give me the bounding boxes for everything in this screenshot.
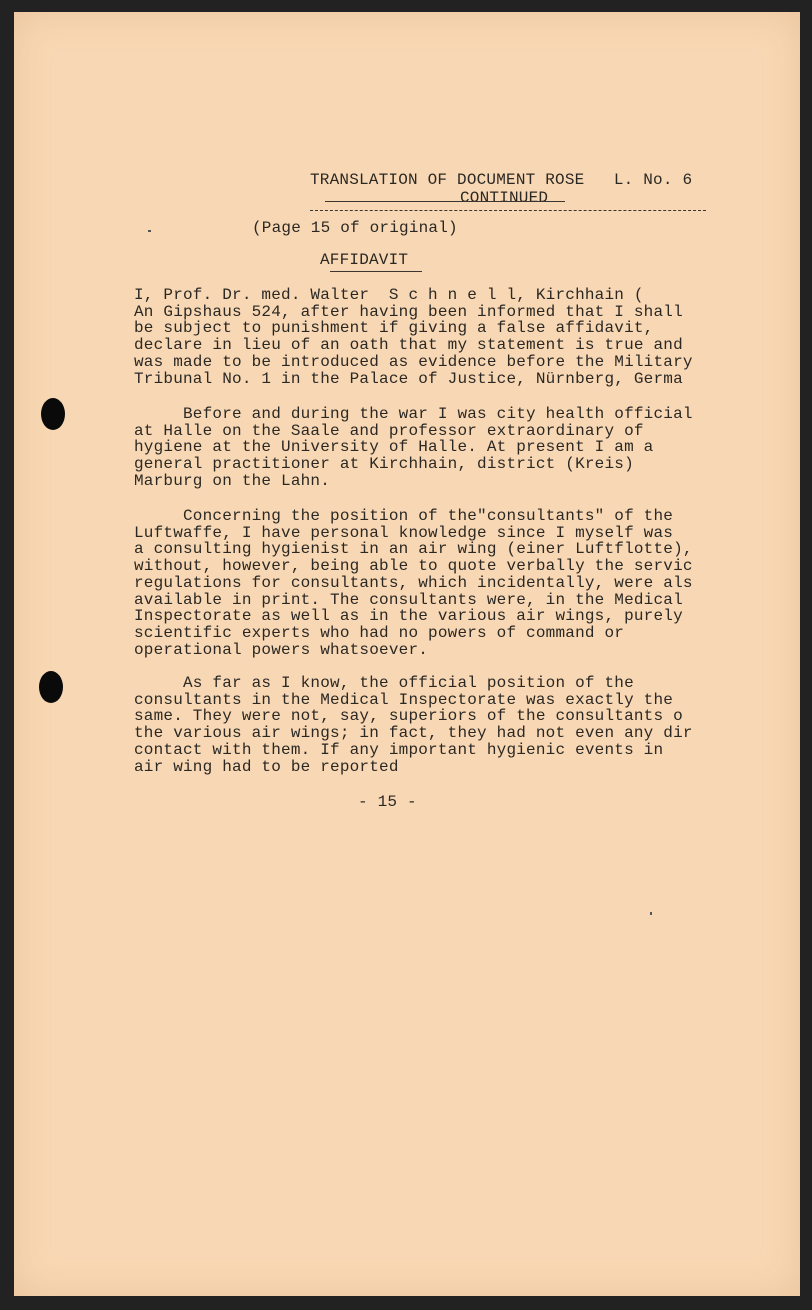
- paragraph-line: general practitioner at Kirchhain, district (Kreis): [134, 455, 634, 474]
- document-header-continued: CONTINUED: [460, 189, 549, 207]
- paragraph-line: Tribunal No. 1 in the Palace of Justice, Nürnberg, Germa: [134, 369, 683, 388]
- paragraph-line: declare in lieu of an oath that my statement is true and: [134, 336, 683, 355]
- paragraph-line: I, Prof. Dr. med. Walter S c h n e l l, Kirchhain (: [134, 286, 644, 304]
- paragraph-line: Concerning the position of the"consultants" of the: [134, 507, 674, 525]
- paragraph-line: air wing had to be reported: [134, 757, 399, 776]
- paragraph-line: the various air wings; in fact, they had not even any dir: [134, 724, 693, 743]
- paragraph-consultants: [134, 508, 693, 658]
- paragraph-line: Marburg on the Lahn.: [134, 471, 331, 490]
- paragraph-line: As far as I know, the official position of the: [134, 674, 634, 692]
- punch-hole-bottom: [39, 671, 63, 703]
- paragraph-line: Luftwaffe, I have personal knowledge since I myself was: [134, 523, 674, 542]
- affidavit-title: AFFIDAVIT: [320, 251, 409, 269]
- paragraph-line: scientific experts who had no powers of command or: [134, 623, 625, 642]
- header-dashed-rule: [310, 210, 706, 211]
- paragraph-line: An Gipshaus 524, after having been informed that I shall: [134, 302, 683, 321]
- document-header: TRANSLATION OF DOCUMENT ROSE L. No. 6: [310, 171, 693, 189]
- paragraph-line: without, however, being able to quote verbally the servic: [134, 557, 693, 576]
- paragraph-line: consultants in the Medical Inspectorate was exactly the: [134, 690, 674, 709]
- punch-hole-top: [41, 398, 65, 430]
- paragraph-inspectorate: [134, 675, 693, 775]
- paragraph-line: operational powers whatsoever.: [134, 640, 429, 659]
- paragraph-line: same. They were not, say, superiors of the consultants o: [134, 707, 683, 726]
- paragraph-line: Before and during the war I was city health official: [134, 405, 693, 423]
- paragraph-declaration: [134, 287, 693, 387]
- paper-speck: [650, 912, 652, 915]
- paragraph-line: contact with them. If any important hygienic events in: [134, 740, 664, 759]
- page-number: - 15 -: [358, 793, 417, 811]
- paragraph-background: [134, 406, 693, 490]
- paragraph-line: regulations for consultants, which incidentally, were als: [134, 573, 693, 592]
- paragraph-line: at Halle on the Saale and professor extraordinary of: [134, 421, 644, 440]
- paragraph-line: Inspectorate as well as in the various air wings, purely: [134, 607, 683, 626]
- title-underline: [330, 271, 422, 272]
- paragraph-line: be subject to punishment if giving a false affidavit,: [134, 319, 654, 338]
- paragraph-line: hygiene at the University of Halle. At present I am a: [134, 438, 654, 457]
- paper-speck: [148, 230, 151, 232]
- paragraph-line: a consulting hygienist in an air wing (einer Luftflotte),: [134, 540, 693, 559]
- paragraph-line: available in print. The consultants were, in the Medical: [134, 590, 683, 609]
- header-underline: [325, 201, 565, 202]
- paragraph-line: was made to be introduced as evidence before the Military: [134, 352, 693, 371]
- page-reference: (Page 15 of original): [252, 219, 458, 237]
